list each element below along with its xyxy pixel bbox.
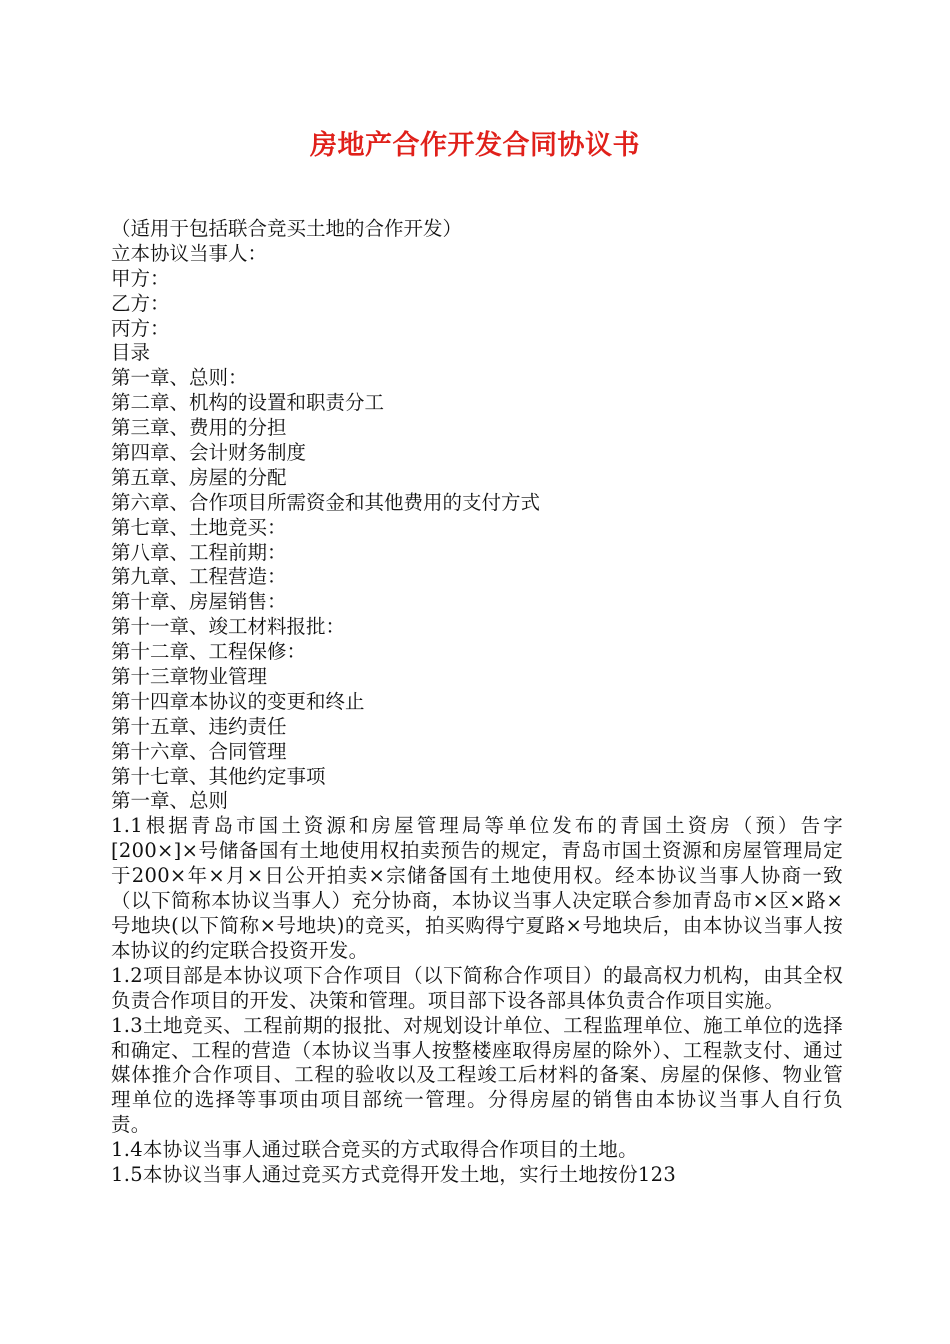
toc-item: 第九章、工程营造： — [111, 565, 287, 589]
clause-1-5: 1.5本协议当事人通过竞买方式竞得开发土地，实行土地按份123 — [111, 1163, 677, 1187]
toc-item: 第二章、机构的设置和职责分工 — [111, 391, 385, 415]
toc-item: 第十五章、违约责任 — [111, 714, 287, 738]
document-title: 房地产合作开发合同协议书 — [310, 130, 640, 161]
clause-1-2: 1.2项目部是本协议项下合作项目（以下简称合作项目）的最高权力机构，由其全权负责合作项目的开发、决策和管理。项目部下设各部具体负责合作项目实施。 — [111, 963, 843, 1012]
toc-item: 第十章、房屋销售： — [111, 590, 287, 614]
subtitle-note: （适用于包括联合竞买土地的合作开发） — [111, 217, 463, 240]
clause-1-4: 1.4本协议当事人通过联合竞买的方式取得合作项目的土地。 — [111, 1138, 638, 1162]
toc-item: 第十四章本协议的变更和终止 — [111, 689, 365, 713]
toc-item: 第四章、会计财务制度 — [111, 441, 307, 465]
toc-item: 第七章、土地竞买： — [111, 515, 287, 539]
toc-item: 第十三章物业管理 — [111, 665, 268, 689]
toc-item: 第一章、总则： — [111, 366, 248, 390]
party-a: 甲方： — [111, 266, 170, 290]
toc-item: 第八章、工程前期： — [111, 540, 287, 564]
toc-item: 第十二章、工程保修： — [111, 640, 307, 664]
toc-heading: 目录 — [111, 341, 151, 365]
document-body — [111, 217, 843, 1188]
toc-item: 第三章、费用的分担 — [111, 416, 287, 440]
toc-item: 第十六章、合同管理 — [111, 739, 287, 763]
party-b: 乙方： — [111, 291, 170, 315]
clause-1-3: 1.3土地竞买、工程前期的报批、对规划设计单位、工程监理单位、施工单位的选择和确定、工程的营造（本协议当事人按整楼座取得房屋的除外）、工程款支付、通过媒体推介合作项目、工程的验收以及工程竣工后材料的备案、房屋的保修、物业管理单位的选择等事项由项目部统一管理。分得房屋的销售由本协议当事人自行负责。 — [111, 1013, 843, 1137]
parties-heading: 立本协议当事人： — [111, 241, 268, 265]
toc-item: 第十七章、其他约定事项 — [111, 764, 326, 788]
toc-item: 第十一章、竣工材料报批： — [111, 615, 346, 639]
clause-1-1: 1.1根据青岛市国土资源和房屋管理局等单位发布的青国土资房（预）告字[200×]×号储备国有土地使用权拍卖预告的规定，青岛市国土资源和房屋管理局定于200×年×月×日公开拍卖×宗储备国有土地使用权。经本协议当事人协商一致（以下简称本协议当事人）充分协商，本协议当事人决定联合参加青岛市×区×路×号地块(以下简称×号地块)的竞买，拍买购得宁夏路×号地块后，由本协议当事人按本协议的约定联合投资开发。 — [111, 814, 843, 962]
toc-item: 第六章、合作项目所需资金和其他费用的支付方式 — [111, 490, 541, 514]
party-c: 丙方： — [111, 316, 170, 340]
chapter-heading: 第一章、总则 — [111, 789, 229, 813]
toc-item: 第五章、房屋的分配 — [111, 465, 287, 489]
